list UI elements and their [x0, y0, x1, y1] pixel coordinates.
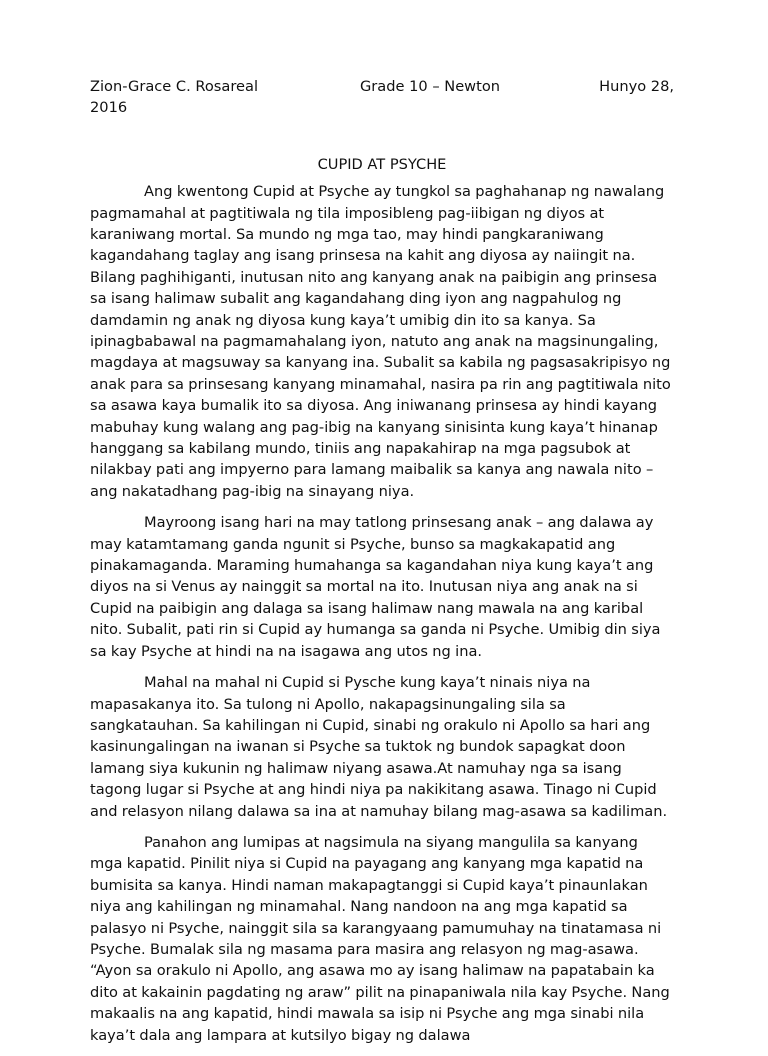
date-line-1: Hunyo 28, [599, 78, 674, 95]
grade-section: Grade 10 – Newton [360, 78, 501, 95]
author-name: Zion-Grace C. Rosareal [90, 78, 259, 95]
document-header [90, 76, 674, 97]
paragraph-3: Mahal na mahal ni Cupid si Pysche kung kaya’t ninais niya na mapasakanya ito. Sa tulong ni Apollo, nakapagsinungaling sila sa sangkatauhan. Sa kahilingan ni Cupid, sinabi ng orakulo ni Apollo sa hari ang kasinungalingan na iwanan si Psyche sa tuktok ng bundok sapagkat doon lamang siya kukunin ng halimaw niyang asawa.At namuhay nga sa isang tagong lugar si Psyche at ang hindi niya pa nakikitang asawa. Tinago ni Cupid and relasyon nilang dalawa sa ina at namuhay bilang mag-asawa sa kadiliman. [90, 674, 668, 820]
paragraph-1: Ang kwentong Cupid at Psyche ay tungkol sa paghahanap ng nawalang pagmamahal at pagtitiwala ng tila imposibleng pag-iibigan ng diyos at karaniwang mortal. Sa mundo ng mga tao, may hindi pangkaraniwang kagandahang taglay ang isang prinsesa na kahit ang diyosa ay naiingit na. Bilang paghihiganti, inutusan nito ang kanyang anak na paibigin ang prinsesa sa isang halimaw subalit ang kagandahang ding iyon ang nagpahulog ng damdamin ng anak ng diyosa kung kaya’t umibig din ito sa kanya. Sa ipinagbabawal na pagmamahalang iyon, natuto ang anak na magsinungaling, magdaya at magsuway sa kanyang ina. Subalit sa kabila ng pagsasakripisyo ng anak para sa prinsesang kanyang minamahal, nasira pa rin ang pagtitiwala nito sa asawa kaya bumalik ito sa diyosa. Ang iniwanang prinsesa ay hindi kayang mabuhay kung walang ang pag-ibig na kanyang sinisinta kung kaya’t hinanap hanggang sa kabilang mundo, tiniis ang napakahirap na mga pagsubok at nilakbay pati ang impyerno para lamang maibalik sa kanya ang nawala nito – ang nakatadhang pag-ibig na sinayang niya. [90, 183, 671, 500]
paragraph-4: Panahon ang lumipas at nagsimula na siyang mangulila sa kanyang mga kapatid. Pinilit niya si Cupid na payagang ang kanyang mga kapatid na bumisita sa kanya. Hindi naman makapagtanggi si Cupid kaya’t pinaunlakan niya ang kahilingan ng minamahal. Nang nandoon na ang mga kapatid sa palasyo ni Psyche, nainggit sila sa karangyaang pamumuhay na tinatamasa ni Psyche. Bumalak sila ng masama para masira ang relasyon ng mag-asawa. “Ayon sa orakulo ni Apollo, ang asawa mo ay isang halimaw na papatabain ka dito at kakainin pagdating ng araw” pilit na pinapaniwala nila kay Psyche. Nang makaalis na ang kapatid, hindi mawala sa isip ni Psyche ang mga sinabi nila kaya’t dala ang lampara at kutsilyo bigay ng dalawa [90, 833, 670, 1044]
date-line-2: 2016 [90, 99, 128, 117]
paragraph-2: Mayroong isang hari na may tatlong prinsesang anak – ang dalawa ay may katamtamang ganda ngunit si Psyche, bunso sa magkakapatid ang pinakamaganda. Maraming humahanga sa kagandahan niya kung kaya’t ang diyos na si Venus ay nainggit sa mortal na ito. Inutusan niya ang anak na si Cupid na paibigin ang dalaga sa isang halimaw nang mawala na ang karibal nito. Subalit, pati rin si Cupid ay humanga sa ganda ni Psyche. Umibig din siya sa kay Psyche at hindi na na isagawa ang utos ng ina. [90, 514, 661, 660]
document-title: CUPID AT PSYCHE [317, 155, 447, 173]
document-page [90, 76, 674, 1056]
